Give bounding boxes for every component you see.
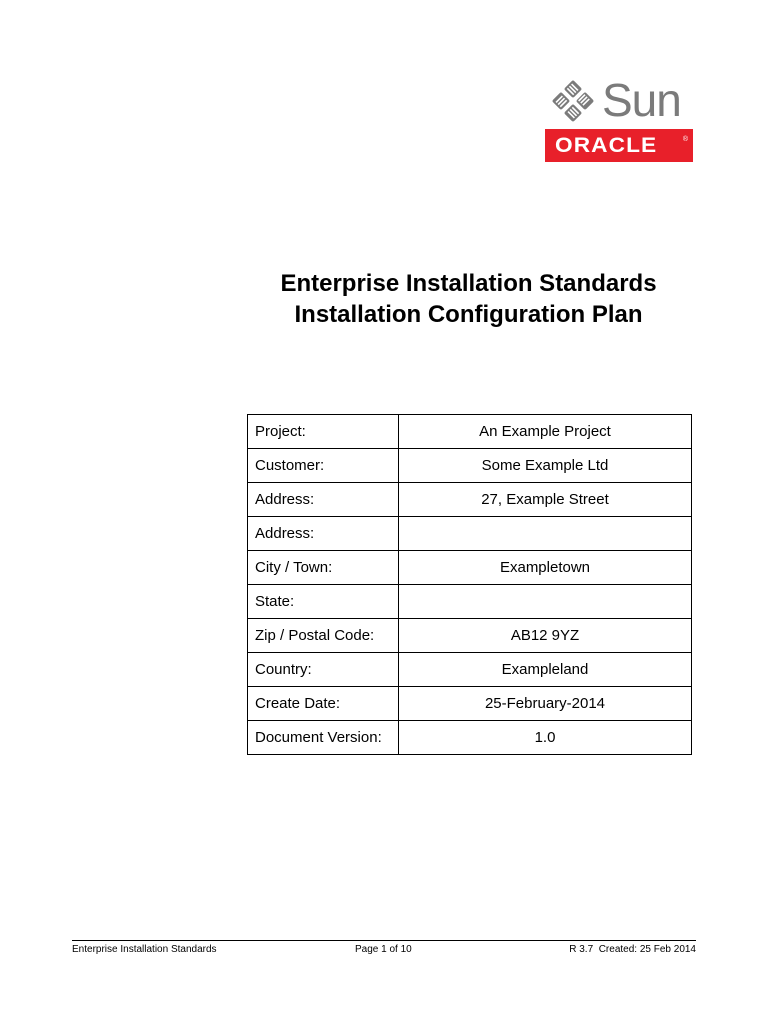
row-value: AB12 9YZ bbox=[399, 619, 692, 653]
table-row bbox=[248, 551, 692, 585]
row-label: State: bbox=[248, 585, 399, 619]
row-label: Project: bbox=[248, 415, 399, 449]
footer-page-number: Page 1 of 10 bbox=[355, 944, 412, 955]
row-value: An Example Project bbox=[399, 415, 692, 449]
row-value: 27, Example Street bbox=[399, 483, 692, 517]
sun-logo bbox=[548, 74, 688, 126]
row-value: Exampleland bbox=[399, 653, 692, 687]
row-label: Address: bbox=[248, 483, 399, 517]
table-row bbox=[248, 721, 692, 755]
page-footer bbox=[72, 940, 696, 961]
row-value bbox=[399, 585, 692, 619]
oracle-logo bbox=[545, 129, 693, 162]
row-label: Zip / Postal Code: bbox=[248, 619, 399, 653]
table-row bbox=[248, 483, 692, 517]
row-value: 1.0 bbox=[399, 721, 692, 755]
row-value bbox=[399, 517, 692, 551]
table-row bbox=[248, 517, 692, 551]
row-label: Address: bbox=[248, 517, 399, 551]
row-value: Exampletown bbox=[399, 551, 692, 585]
table-row bbox=[248, 415, 692, 449]
table-row bbox=[248, 619, 692, 653]
row-label: Create Date: bbox=[248, 687, 399, 721]
table-row bbox=[248, 585, 692, 619]
sun-oracle-logo bbox=[545, 74, 693, 162]
project-details-table bbox=[247, 414, 692, 755]
footer-document-name: Enterprise Installation Standards bbox=[72, 944, 217, 955]
registered-mark: ® bbox=[682, 136, 688, 143]
document-title bbox=[245, 268, 692, 330]
row-value: 25-February-2014 bbox=[399, 687, 692, 721]
row-value: Some Example Ltd bbox=[399, 449, 692, 483]
sun-diamond-icon bbox=[548, 78, 598, 124]
title-line-1: Enterprise Installation Standards bbox=[280, 270, 657, 297]
row-label: Country: bbox=[248, 653, 399, 687]
table-row bbox=[248, 687, 692, 721]
row-label: Customer: bbox=[248, 449, 399, 483]
table-row bbox=[248, 449, 692, 483]
row-label: City / Town: bbox=[248, 551, 399, 585]
footer-revision: R 3.7 Created: 25 Feb 2014 bbox=[569, 944, 696, 955]
sun-wordmark: Sun bbox=[602, 74, 681, 126]
oracle-wordmark: ORACLE bbox=[555, 134, 658, 157]
table-row bbox=[248, 653, 692, 687]
row-label: Document Version: bbox=[248, 721, 399, 755]
title-line-2: Installation Configuration Plan bbox=[294, 301, 643, 328]
